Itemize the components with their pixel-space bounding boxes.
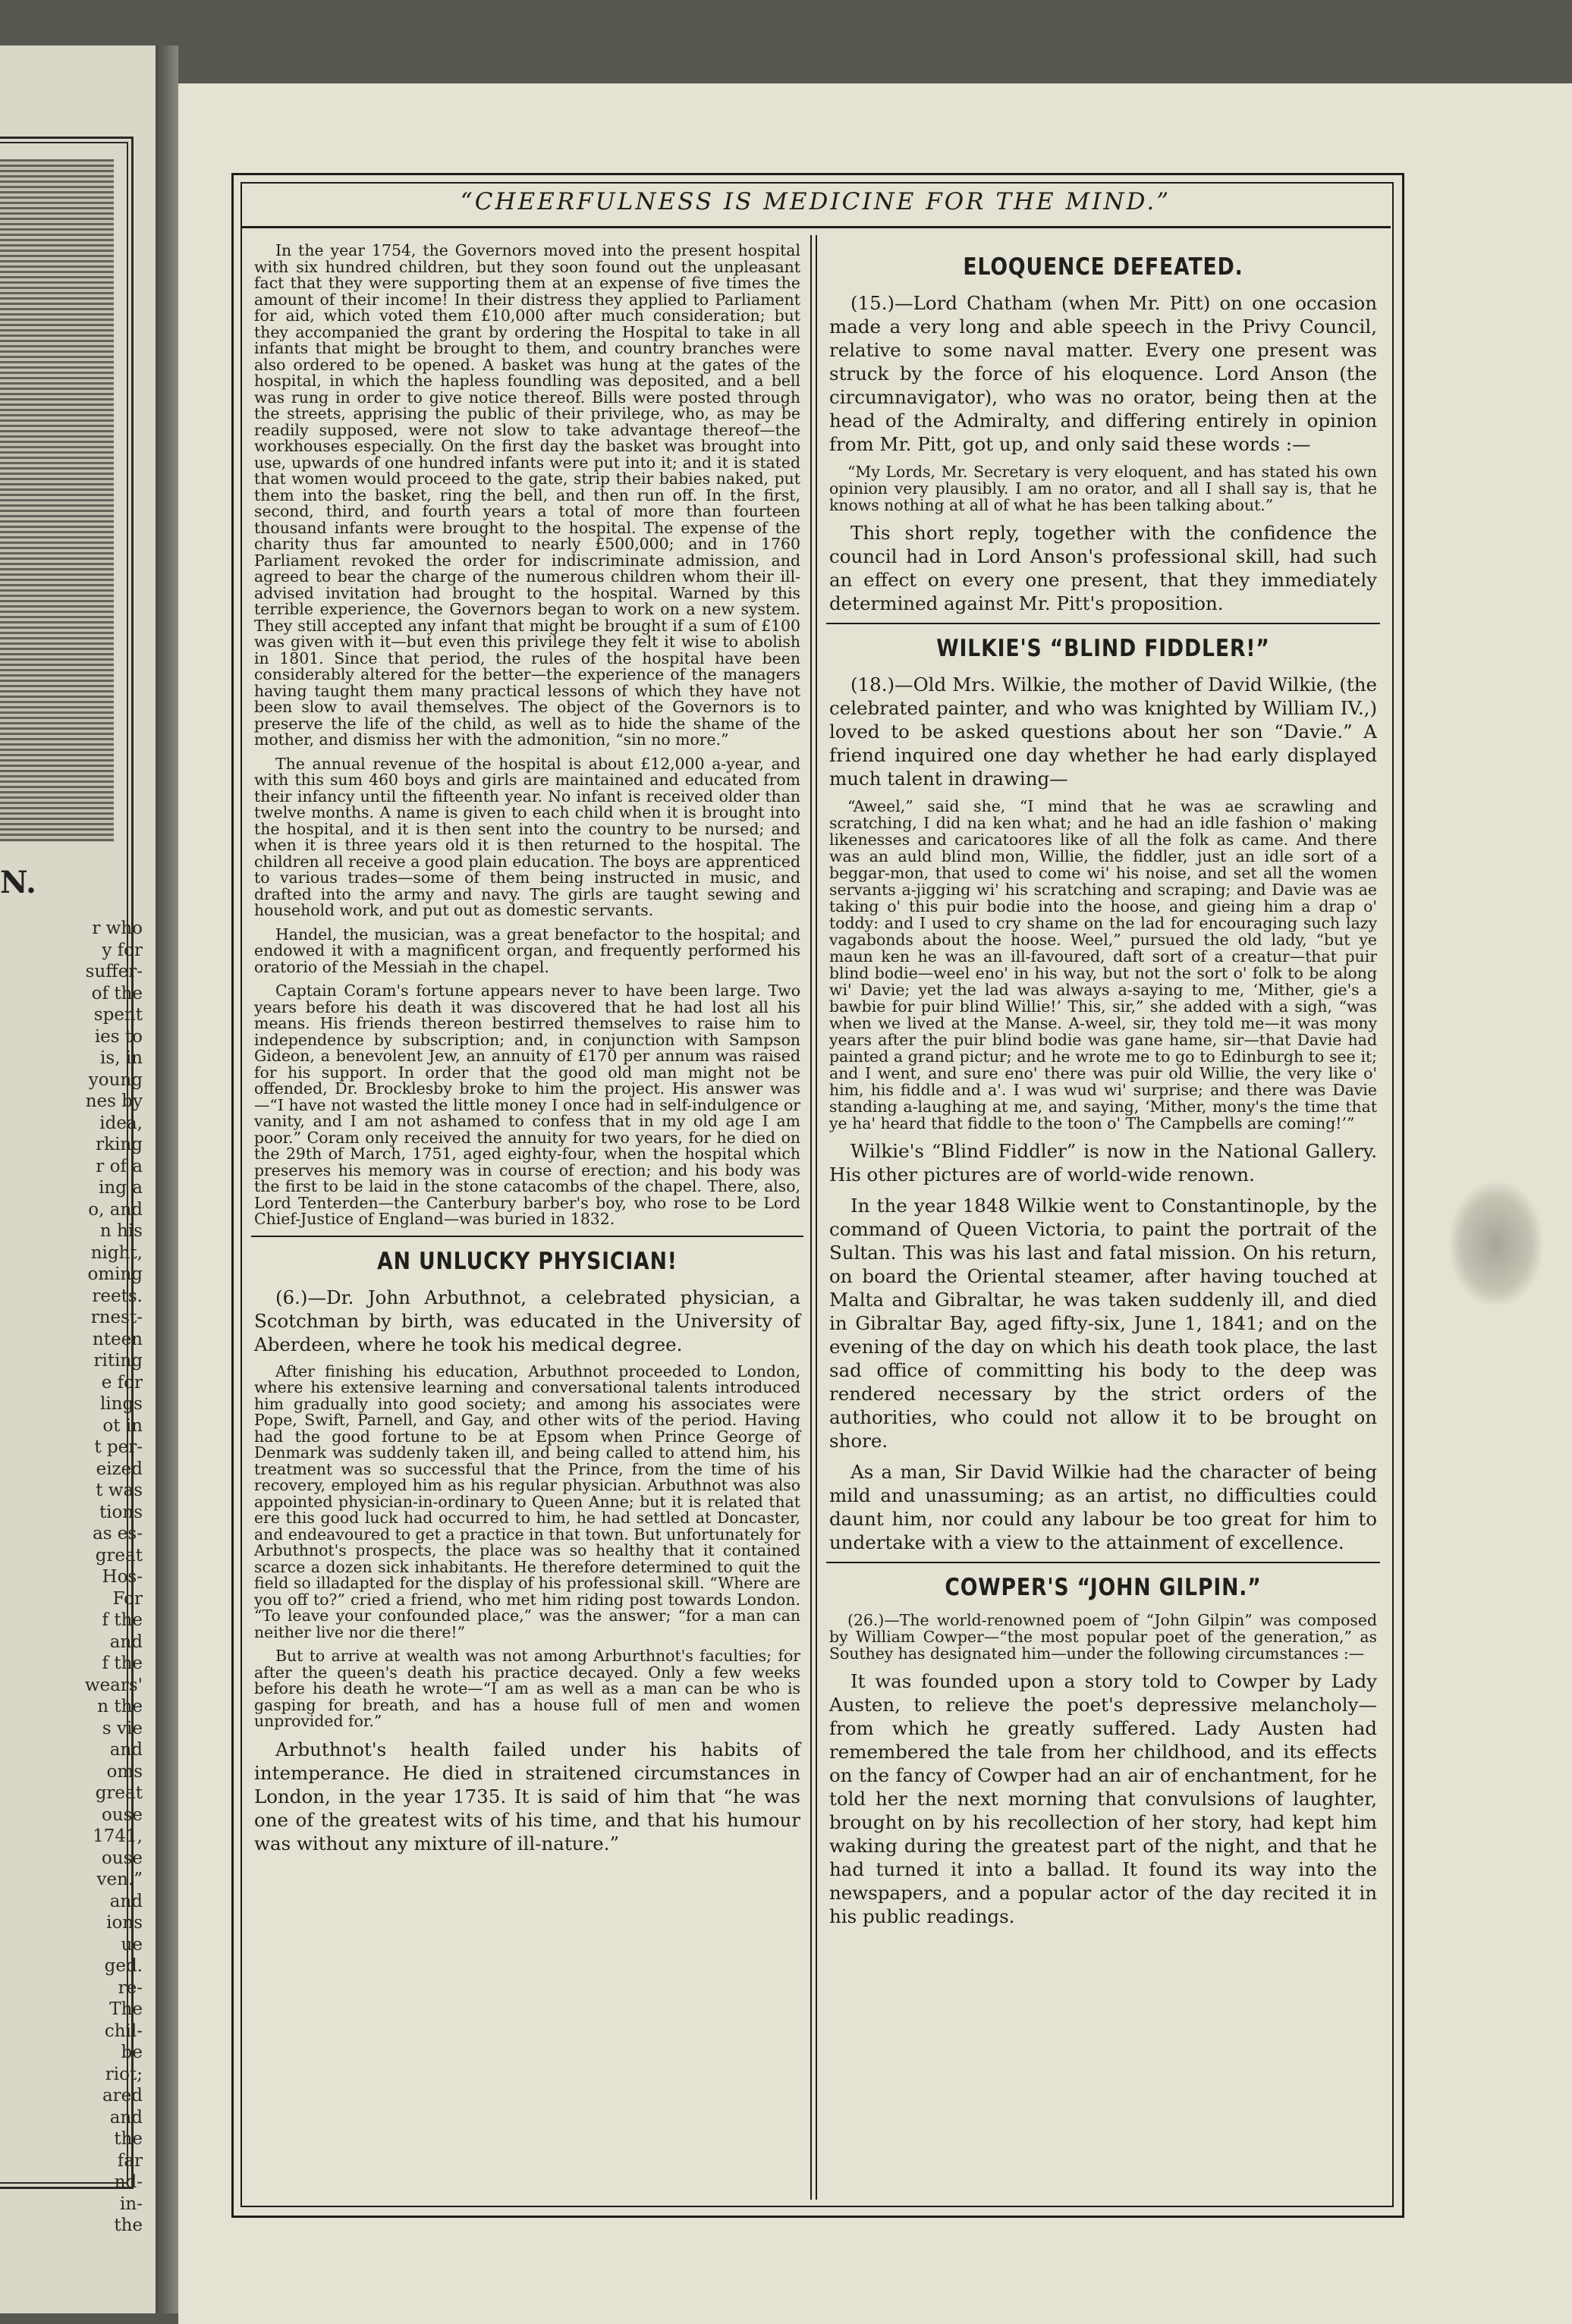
adjacent-text-fragment: rnest- [90, 1308, 143, 1327]
adjacent-text-fragment: ions [106, 1913, 143, 1933]
adjacent-text-fragment: and [109, 1740, 143, 1760]
eloquence-closing [829, 521, 1377, 615]
article-paragraph: But to arrive at wealth was not among Arburthnot's faculties; for after the queen's death his practice decayed. Only a few weeks before his death he wrote—“I am as well as a man can be who is gasping for breath, and has a house full of men and women unprovided for.” [254, 1647, 800, 1730]
eloquence-lead [829, 291, 1377, 456]
adjacent-text-fragment: ven.” [96, 1870, 143, 1889]
adjacent-text-fragment: chil- [104, 2021, 143, 2041]
article-paragraph: As a man, Sir David Wilkie had the character of being mild and unassuming; as an artist, no difficulties could daunt him, nor could any labour be too great for him to undertake with a view to the attainment of excellence. [829, 1461, 1377, 1553]
adjacent-text-fragment: nes by [85, 1091, 143, 1111]
article-paragraph: In the year 1848 Wilkie went to Constantinople, by the command of Queen Victoria, to paint the portrait of the Sultan. This was his last and fatal mission. On his return, on board the Oriental steamer, after having touched at Malta and Gibraltar, he was taken suddenly ill, and died in Gibraltar Bay, aged fifty-six, June 1, 1841; and on the evening of the day on which his death took place, the last sad office of committing his body to the deep was rendered necessary by the strict orders of the authorities, who could not allow it to be brought on shore. [829, 1195, 1377, 1452]
page-motto: “CHEERFULNESS IS MEDICINE FOR THE MIND.” [460, 188, 1171, 215]
adjacent-text-fragment: riot; [105, 2064, 143, 2084]
adjacent-text-fragment: o, and [88, 1199, 143, 1220]
adjacent-text-fragments [6, 918, 143, 2237]
section-rule [251, 1236, 803, 1237]
adjacent-text-fragment: lings [99, 1394, 143, 1414]
wilkie-lead [829, 673, 1377, 790]
adjacent-text-fragment: oming [87, 1264, 143, 1284]
adjacent-text-fragment: and [109, 1891, 143, 1911]
section-rule [826, 1562, 1380, 1563]
adjacent-text-fragment: in- [120, 2194, 143, 2214]
article-paragraph: Captain Coram's fortune appears never to have been large. Two years before his death it was discovered that he had lost all his means. His friends thereon bestirred themselves to raise him to independence by subscription; and, in conjunction with Sampson Gideon, a benevolent Jew, an annuity of £170 per annum was raised for his support. In order that the good old man might not be offended, Dr. Brocklesby broke to him the project. His answer was—“I have not wasted the little money I once had in self-indulgence or vanity, and I am not ashamed to confess that in my old age I am poor.” Coram only received the annuity for two years, for he died on the 29th of March, 1751, aged eighty-four, when the hospital which preserves his memory was in course of erection; and his body was the first to be laid in the stone catacombs of the chapel. There, also, Lord Tenterden—the Canterbury barber's boy, who rose to be Lord Chief-Justice of England—was buried in 1832. [254, 981, 800, 1228]
eloquence-quote [829, 463, 1377, 513]
adjacent-text-fragment: suffer- [85, 962, 143, 981]
adjacent-text-fragment: n his [99, 1221, 143, 1241]
adjacent-text-fragment: young [88, 1069, 143, 1090]
adjacent-text-fragment: far [117, 2150, 143, 2171]
adjacent-text-fragment: f the [102, 1653, 143, 1673]
adjacent-text-fragment: idea, [99, 1113, 143, 1133]
adjacent-text-fragment: re- [118, 1977, 143, 1998]
wilkie-title: WILKIE'S “BLIND FIDDLER!” [936, 635, 1270, 662]
adjacent-text-fragment: t was [96, 1481, 143, 1500]
column-divider [810, 235, 812, 2200]
physician-lead [254, 1286, 800, 1356]
adjacent-text-fragment: f the [102, 1610, 143, 1630]
eloquence-closing-paragraph: This short reply, together with the confidence the council had in Lord Anson's professional skill, had such an effect on every one present, that they immediately determined against Mr. Pitt's proposition. [829, 522, 1377, 614]
adjacent-text-fragment: e for [101, 1372, 143, 1393]
adjacent-text-fragment: ot in [102, 1415, 143, 1436]
adjacent-text-fragment: ies to [94, 1026, 143, 1047]
adjacent-text-fragment: nteen [92, 1329, 143, 1349]
book-gutter [156, 46, 178, 2313]
eloquence-quote-paragraph: “My Lords, Mr. Secretary is very eloquent, and has stated his own opinion very plausibly. I am no orator, and all I shall say is, that he knows nothing at all of what he has been talking about.” [829, 463, 1377, 514]
adjacent-text-fragment: spent [93, 1005, 143, 1025]
adjacent-text-fragment: as es- [92, 1524, 143, 1544]
left-column [254, 243, 800, 1863]
wilkie-quote-paragraph: “Aweel,” said she, “I mind that he was ae scrawling and scratching, I did na ken what; and he had an idle fashion o' making likenesses and caricatoores like of all the folk as came. And there was an auld blind mon, Willie, the fiddler, just an idle sort of a beggar-mon, that used to come wi' his noise, and set all the women servants a-jigging wi' his scratching and scraping; and Davie was ae taking o' this puir bodie into the hoose, and gieing him a drap o' toddy: and I used to cry shame on the lad for encouraging such lazy vagabonds about the hoose. Weel,” pursued the old lady, “but ye maun ken he was an ill-favoured, daft sort of a creatur—that puir blind bodie—weel eno' in his way, but not the sort o' folk to be along wi' Davie; yet the lad was always a-saying to me, ‘Mither, gie's a bawbie for puir blind Willie!’ This, sir,” she added with a sigh, “was when we lived at the Manse. A-weel, sir, they told me—it was mony years after the puir blind bodie was gane hame, sir—that Davie had painted a grand pictur; and he wrote me to go to Edinburgh to see it; and I went, and sure eno' there was puir old Willie, the very like o' him, his fiddle and a'. I was wud wi' surprise; and there was Davie standing a-laughing at me, and saying, ‘Mither, mony's the time that ye ha' heard that fiddle to the toon o' The Campbells are coming!’” [829, 797, 1377, 1132]
adjacent-text-fragment: and [109, 2107, 143, 2128]
article-paragraph: After finishing his education, Arbuthnot proceeded to London, where his extensive learning and conversational talents introduced him gradually into good society; and among his associates were Pope, Swift, Parnell, and Gay, and other wits of the period. Having had the good fortune to be at Epsom when Prince George of Denmark was suddenly taken ill, and being called to attend him, his treatment was so successful that the Prince, from the time of his recovery, employed him as his regular physician. Arbuthnot was also appointed physician-in-ordinary to Queen Anne; but it is related that ere this good luck had occurred to him, he had settled at Doncaster, and endeavoured to get a practice in that town. But unfortunately for Arbuthnot's prospects, the place was so healthy that it contained scarce a dozen sick inhabitants. He therefore determined to quit the field so illadapted for the display of his professional skill. “Where are you off to?” cried a friend, who met him riding post towards London. “To leave your confounded place,” was the answer; “for a man can neither live nor die there!” [254, 1361, 800, 1641]
adjacent-text-fragment: ged. [104, 1956, 143, 1976]
adjacent-heading: N. [0, 865, 36, 900]
adjacent-text-fragment: eized [96, 1459, 143, 1479]
adjacent-text-fragment: tions [99, 1502, 143, 1522]
wilkie-lead-paragraph: (18.)—Old Mrs. Wilkie, the mother of David Wilkie, (the celebrated painter, and who was knighted by William IV.,) loved to be asked questions about her son “Davie.” A friend inquired one day whether he had early displayed much talent in drawing— [829, 674, 1377, 790]
cowper-lead-paragraph: (26.)—The world-renowned poem of “John Gilpin” was composed by William Cowper—“the most popular poet of the generation,” as Southey has designated him—under the following circumstances :— [829, 1611, 1377, 1663]
adjacent-text-fragment: The [109, 1999, 143, 2019]
book-page [178, 83, 1572, 2324]
adjacent-text-fragment: s vie [102, 1718, 143, 1738]
adjacent-text-fragment: great [95, 1545, 143, 1566]
adjacent-text-fragment: the [114, 2129, 143, 2149]
physician-closing-paragraph: Arbuthnot's health failed under his habits of intemperance. He died in straitened circumstances in London, in the year 1735. It is said of him that “he was one of the greatest wits of his time, and that his humour was without any mixture of ill-nature.” [254, 1738, 800, 1854]
adjacent-text-fragment: r who [92, 919, 143, 938]
adjacent-text-fragment: n the [97, 1697, 143, 1716]
adjacent-text-fragment: wears' [84, 1675, 143, 1695]
adjacent-text-fragment: reets. [92, 1286, 143, 1306]
engraving-illustration [0, 159, 114, 842]
article-paragraph: Handel, the musician, was a great benefactor to the hospital; and endowed it with a magnificent organ, and frequently performed his oratorio of the Messiah in the chapel. [254, 925, 800, 976]
physician-closing [254, 1738, 800, 1855]
physician-body [254, 1361, 800, 1730]
cowper-closing-paragraph: It was founded upon a story told to Cowper by Lady Austen, to relieve the poet's depressive melancholy—from which he greatly suffered. Lady Austen had remembered the tale from her childhood, and its effects on the fancy of Cowper had an air of enchantment, for he told her the next morning that convulsions of laughter, brought on by his recollection of her story, had kept him waking during the greatest part of the night, and that he had turned it into a ballad. It found its way into the newspapers, and a popular actor of the day recited it in his public readings. [829, 1670, 1377, 1927]
article-paragraph: In the year 1754, the Governors moved into the present hospital with six hundred children, but they soon found out the unpleasant fact that they were supporting them at an expense of five times the amount of their income! In their distress they applied to Parliament for aid, which voted them £10,000 after much consideration; but they accompanied the grant by ordering the Hospital to take in all infants that might be brought to them, and country branches were also ordered to be opened. A basket was hung at the gates of the hospital, in which the hapless foundling was deposited, and a bell was rung in order to give notice thereof. Bills were posted through the streets, apprising the public of their privilege, who, as may be readily supposed, were not slow to take advantage thereof—the workhouses especially. On the first day the basket was brought into use, upwards of one hundred infants were put into it; and it is stated that women would proceed to the gate, strip their babies naked, put them into the basket, ring the bell, and then run off. In the first, second, third, and fourth years a total of more than fourteen thousand infants were brought to the hospital. The expense of the charity thus far amounted to nearly £500,000; and in 1760 Parliament revoked the order for indiscriminate admission, and agreed to bear the charge of the numerous children whom their ill-advised invitation had brought to the hospital. Warned by this terrible experience, the Governors began to work on a new system. They still accepted any infant that might be brought if a sum of £100 was given with it—but even this privilege they felt it wise to abolish in 1801. Since that period, the rules of the hospital have been considerably altered for the better—the experience of the managers having taught them many practical lessons of which they have not been slow to avail themselves. The object of the Governors is to preserve the life of the child, as well as to hide the shame of the mother, and dismiss her with the admonition, “sin no more.” [254, 241, 800, 749]
adjacent-text-fragment: nd- [114, 2172, 143, 2192]
adjacent-text-fragment: ouse [101, 1804, 143, 1825]
adjacent-text-fragment: rking [96, 1135, 143, 1154]
adjacent-text-fragment: the [114, 2216, 143, 2235]
cowper-closing [829, 1669, 1377, 1928]
adjacent-text-fragment: oms [106, 1761, 143, 1782]
adjacent-page [0, 46, 156, 2313]
adjacent-text-fragment: For [112, 1588, 143, 1609]
physician-title: AN UNLUCKY PHYSICIAN! [377, 1247, 678, 1275]
adjacent-text-fragment: t per- [94, 1437, 143, 1457]
adjacent-text-fragment: of the [91, 983, 143, 1003]
right-column [829, 243, 1377, 1936]
adjacent-text-fragment: r of a [96, 1156, 143, 1176]
adjacent-text-fragment: and [109, 1632, 143, 1652]
paper-stain [1451, 1183, 1542, 1305]
adjacent-text-fragment: 1741, [93, 1826, 143, 1846]
wilkie-body [829, 1139, 1377, 1554]
eloquence-title: ELOQUENCE DEFEATED. [963, 253, 1243, 281]
cowper-title: COWPER'S “JOHN GILPIN.” [945, 1574, 1262, 1601]
motto-rule [241, 226, 1391, 228]
eloquence-lead-paragraph: (15.)—Lord Chatham (when Mr. Pitt) on one occasion made a very long and able speech in the Privy Council, relative to some naval matter. Every one present was struck by the force of his eloquence. Lord Anson (the circumnavigator), who was no orator, being then at the head of the Admiralty, and differing entirely in opinion from Mr. Pitt, got up, and only said these words :— [829, 292, 1377, 455]
adjacent-text-fragment: night, [90, 1242, 143, 1263]
physician-lead-paragraph: (6.)—Dr. John Arbuthnot, a celebrated physician, a Scotchman by birth, was educated in the University of Aberdeen, where he took his medical degree. [254, 1286, 800, 1355]
adjacent-text-fragment: great [95, 1783, 143, 1803]
adjacent-text-fragment: be [121, 2043, 143, 2062]
adjacent-text-fragment: ue [121, 1934, 143, 1955]
adjacent-text-fragment: ing a [99, 1178, 143, 1198]
adjacent-text-fragment: riting [93, 1351, 143, 1371]
adjacent-text-fragment: ouse [101, 1848, 143, 1868]
adjacent-text-fragment: ared [102, 2086, 143, 2106]
foundling-article [254, 243, 800, 1228]
cowper-lead [829, 1612, 1377, 1662]
section-rule [826, 623, 1380, 624]
article-paragraph: The annual revenue of the hospital is about £12,000 a-year, and with this sum 460 boys and girls are maintained and educated from their infancy until the fifteenth year. No infant is received older than twelve months. A name is given to each child when it is brought into the hospital, and it is then sent into the country to be nursed; and when it is three years old it is then returned to the hospital. The children all receive a good plain education. The boys are apprenticed to various trades—some of them being instructed in music, and drafted into the army and navy. The girls are taught sewing and household work, and put out as domestic servants. [254, 754, 800, 919]
adjacent-text-fragment: Hos- [102, 1567, 143, 1587]
article-paragraph: Wilkie's “Blind Fiddler” is now in the National Gallery. His other pictures are of world-wide renown. [829, 1140, 1377, 1186]
wilkie-quote [829, 798, 1377, 1132]
adjacent-text-fragment: y for [102, 940, 143, 960]
adjacent-text-fragment: is, in [100, 1048, 143, 1068]
